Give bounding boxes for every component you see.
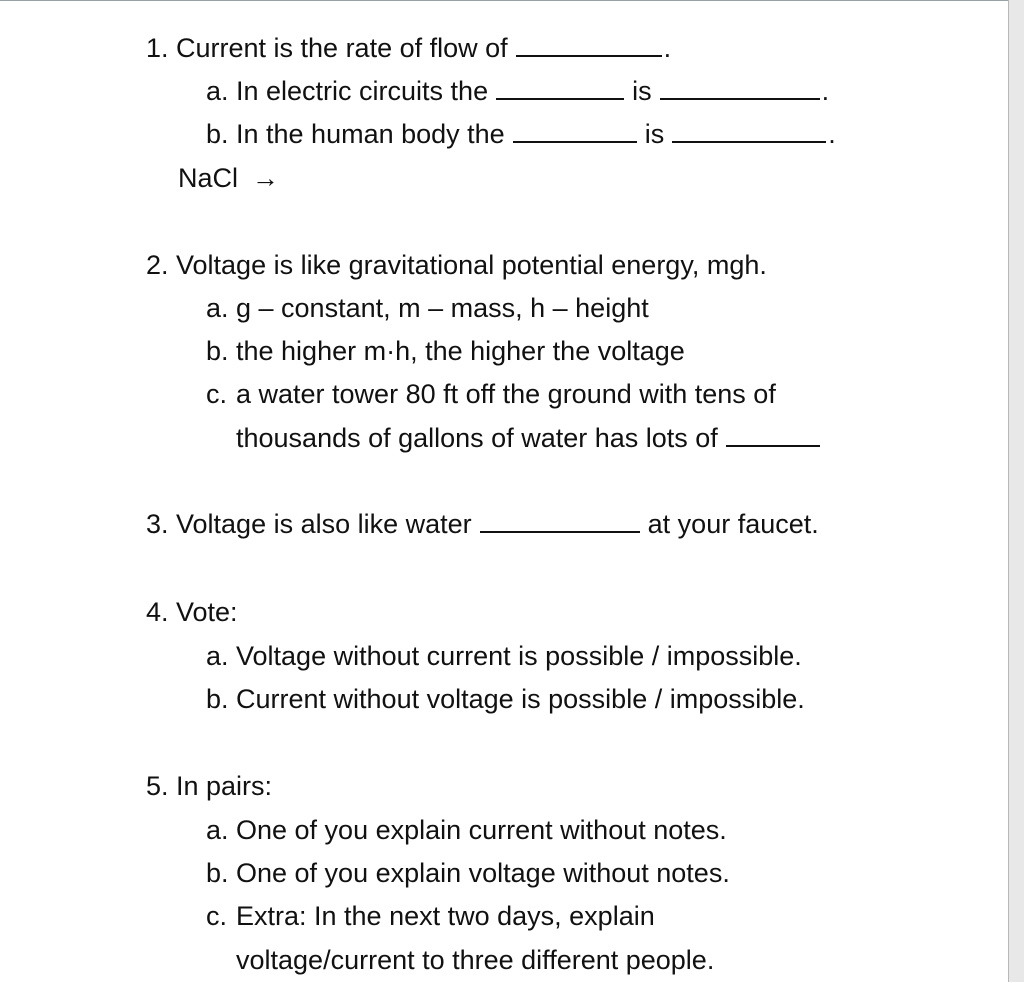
question-5c-continued	[236, 943, 714, 977]
period: .	[663, 33, 672, 63]
item-text: In the human body the	[236, 119, 505, 149]
nacl-note	[178, 161, 279, 195]
answer-blank[interactable]	[480, 507, 640, 533]
item-text: a water tower 80 ft off the ground with tens of	[236, 379, 776, 409]
question-5	[146, 769, 272, 803]
question-text: In pairs:	[176, 771, 273, 801]
question-1b	[206, 117, 836, 151]
item-text: Current without voltage is possible / impossible.	[236, 684, 805, 714]
item-text: In electric circuits the	[236, 76, 489, 106]
item-text: thousands of gallons of water has lots of	[236, 423, 718, 453]
item-label: b.	[206, 684, 229, 714]
period: .	[828, 119, 836, 149]
item-text: is	[644, 119, 665, 149]
question-number: 1.	[146, 33, 169, 63]
item-label: a.	[206, 815, 229, 845]
item-text: is	[632, 76, 652, 106]
answer-blank[interactable]	[516, 31, 662, 57]
item-label: a.	[206, 76, 229, 106]
item-text: One of you explain voltage without notes.	[236, 858, 730, 888]
answer-blank[interactable]	[672, 117, 826, 143]
question-2	[146, 248, 767, 282]
question-2c	[206, 377, 776, 411]
question-text: Voltage is like gravitational potential energy, mgh.	[176, 250, 767, 280]
answer-blank[interactable]	[726, 421, 820, 447]
question-5c	[206, 899, 655, 933]
item-label: a.	[206, 293, 229, 323]
page-edge	[1008, 0, 1024, 982]
question-text: Vote:	[176, 597, 238, 627]
item-label: b.	[206, 119, 229, 149]
right-arrow-icon: →	[252, 163, 280, 193]
question-1a	[206, 74, 829, 108]
question-text: Current is the rate of flow of	[176, 33, 508, 63]
question-2b	[206, 334, 685, 368]
nacl-text: NaCl	[178, 163, 239, 193]
question-4	[146, 595, 238, 629]
question-5a	[206, 813, 727, 847]
item-label: a.	[206, 641, 229, 671]
question-3	[146, 507, 819, 541]
item-label: b.	[206, 336, 229, 366]
question-2a	[206, 291, 649, 325]
item-text: One of you explain current without notes.	[236, 815, 727, 845]
question-number: 2.	[146, 250, 169, 280]
question-number: 5.	[146, 771, 169, 801]
answer-blank[interactable]	[513, 117, 637, 143]
question-4a	[206, 639, 802, 673]
answer-blank[interactable]	[660, 74, 820, 100]
item-text: voltage/current to three different people.	[236, 945, 715, 975]
question-number: 4.	[146, 597, 169, 627]
period: .	[821, 76, 830, 106]
item-text: Voltage without current is possible / impossible.	[236, 641, 802, 671]
item-text: g – constant, m – mass, h – height	[236, 293, 649, 323]
question-text: Voltage is also like water	[176, 509, 472, 539]
item-text: the higher m·h, the higher the voltage	[236, 336, 685, 366]
item-label: b.	[206, 858, 229, 888]
question-2c-continued	[236, 421, 828, 455]
question-text: at your faucet.	[647, 509, 819, 539]
item-label: c.	[206, 379, 228, 409]
item-text: Extra: In the next two days, explain	[236, 901, 655, 931]
item-label: c.	[206, 901, 228, 931]
question-4b	[206, 682, 805, 716]
question-1	[146, 31, 671, 65]
question-number: 3.	[146, 509, 169, 539]
question-5b	[206, 856, 730, 890]
answer-blank[interactable]	[496, 74, 624, 100]
